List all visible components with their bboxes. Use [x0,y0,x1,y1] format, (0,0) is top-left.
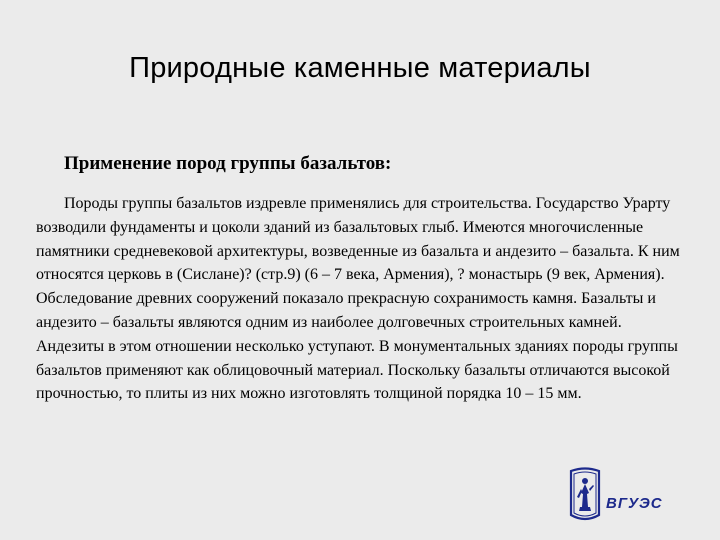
section-heading: Применение пород группы базальтов: [64,153,392,174]
university-logo [568,467,680,523]
body-paragraph: Породы группы базальтов издревле применялись для строительства. Государство Урарту возводили фундаменты и цоколи зданий из базальтовых глыб. Имеются многочисленные памятники средневековой архитектуры, возведенные из базальта и андезито – базальта. К ним относятся церковь в (Сислане)? (стр.9) (6 – 7 века, Армения), ? монастырь (9 век, Армения). Обследование древних сооружений показало прекрасную сохранимость камня. Базальты и андезито – базальты являются одним из наиболее долговечных строительных камней. Андезиты в этом отношении несколько уступают. В монументальных зданиях породы группы базальтов применяют как облицовочный материал. Поскольку базальты отличаются высокой прочностью, то плиты из них можно изготовлять толщиной порядка 10 – 15 мм. [36,195,680,403]
university-emblem-icon [568,467,602,523]
logo-text: ВГУЭС [606,495,663,512]
slide-title: Природные каменные материалы [129,52,591,84]
